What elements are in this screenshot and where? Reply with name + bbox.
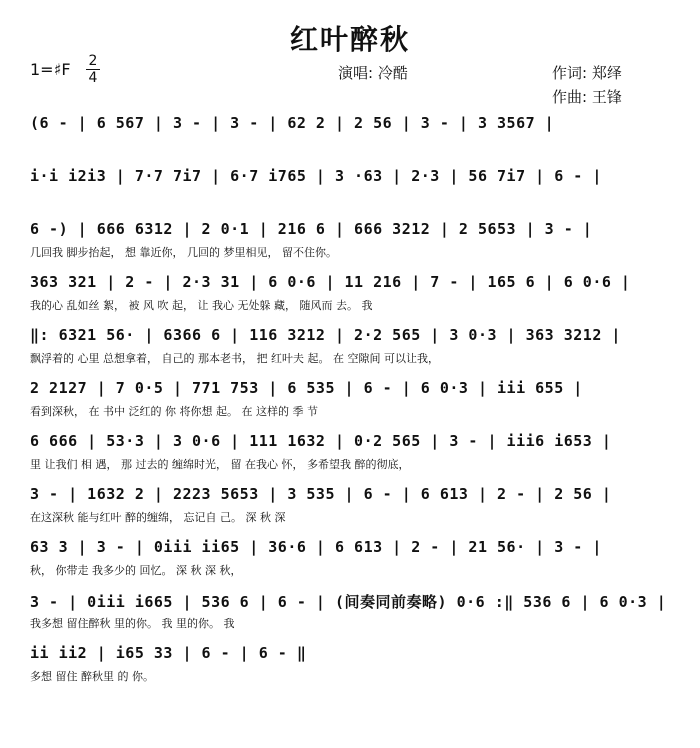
time-signature-top: 2 — [88, 53, 98, 69]
score-system — [0, 532, 700, 585]
lyricist-credit: 作词: 郑绎 — [552, 64, 622, 82]
notation-line: 6 -) | 666 6312 | 2 0·1 | 216 6 | 666 3212 | 2 5653 | 3 - | — [30, 220, 593, 238]
score-system — [0, 373, 700, 426]
lyrics-line: 秋， 你带走 我多少的 回忆。 深 秋 深 秋， — [30, 564, 242, 577]
time-signature-bottom: 4 — [88, 70, 98, 86]
lyrics-line: 多想 留住 醉秋里 的 你。 — [30, 670, 154, 683]
song-title: 红叶醉秋 — [289, 23, 410, 56]
score-system — [0, 108, 700, 161]
lyrics-line: 几回我 脚步抬起， 想 靠近你， 几回的 梦里相见， 留不住你。 — [30, 246, 337, 259]
notation-line: 2 2127 | 7 0·5 | 771 753 | 6 535 | 6 - | 6 0·3 | iii 655 | — [30, 379, 583, 397]
notation-line: (6 - | 6 567 | 3 - | 3 - | 62 2 | 2 56 | 3 - | 3 3567 | — [30, 114, 555, 132]
lyrics-line: 在这深秋 能与红叶 醉的缠绵， 忘记自 己。 深 秋 深 — [30, 511, 286, 524]
lyrics-line: 飘浮着的 心里 总想拿着， 自己的 那本老书， 把 红叶夫 起。 在 空隙间 可以让我， — [30, 352, 439, 365]
score-system — [0, 320, 700, 373]
notation-line: i·i i2i3 | 7·7 7i7 | 6·7 i765 | 3 ·63 | 2·3 | 56 7i7 | 6 - | — [30, 167, 602, 185]
notation-line: 63 3 | 3 - | 0iii ii65 | 36·6 | 6 613 | 2 - | 21 56· | 3 - | — [30, 538, 602, 556]
notation-line: 6 666 | 53·3 | 3 0·6 | 111 1632 | 0·2 565 | 3 - | iii6 i653 | — [30, 432, 612, 450]
notation-line: 3 - | 0iii i665 | 536 6 | 6 - | (间奏同前奏略) 0·6 :‖ 536 6 | 6 0·3 | — [30, 593, 667, 611]
score-system — [0, 161, 700, 214]
score-system — [0, 214, 700, 267]
lyrics-line: 我多想 留住醉秋 里的你。 我 里的你。 我 — [30, 617, 235, 630]
lyrics-line: 里 让我们 相 遇， 那 过去的 缠绵时光， 留 在我心 怀， 多希望我 醉的彻底， — [30, 458, 410, 471]
score-system — [0, 267, 700, 320]
composer-credit: 作曲: 王锋 — [552, 88, 622, 106]
score — [0, 108, 700, 691]
lyrics-line: 看到深秋， 在 书中 泛红的 你 将你想 起。 在 这样的 季 节 — [30, 405, 318, 418]
score-system — [0, 426, 700, 479]
score-system — [0, 638, 700, 691]
singer-credit: 演唱: 冷酷 — [338, 64, 408, 82]
notation-line: 3 - | 1632 2 | 2223 5653 | 3 535 | 6 - | 6 613 | 2 - | 2 56 | — [30, 485, 612, 503]
score-system — [0, 479, 700, 532]
time-signature — [86, 54, 100, 85]
score-system — [0, 585, 700, 638]
notation-line: 363 321 | 2 - | 2·3 31 | 6 0·6 | 11 216 | 7 - | 165 6 | 6 0·6 | — [30, 273, 631, 291]
key-signature: 1=♯F — [30, 60, 71, 79]
notation-line: ii ii2 | i65 33 | 6 - | 6 - ‖ — [30, 644, 307, 662]
lyrics-line: 我的心 乱如丝 絮， 被 风 吹 起， 让 我心 无处躲 藏， 随风而 去。 我 — [30, 299, 373, 312]
notation-line: ‖: 6321 56· | 6366 6 | 116 3212 | 2·2 565 | 3 0·3 | 363 3212 | — [30, 326, 621, 344]
